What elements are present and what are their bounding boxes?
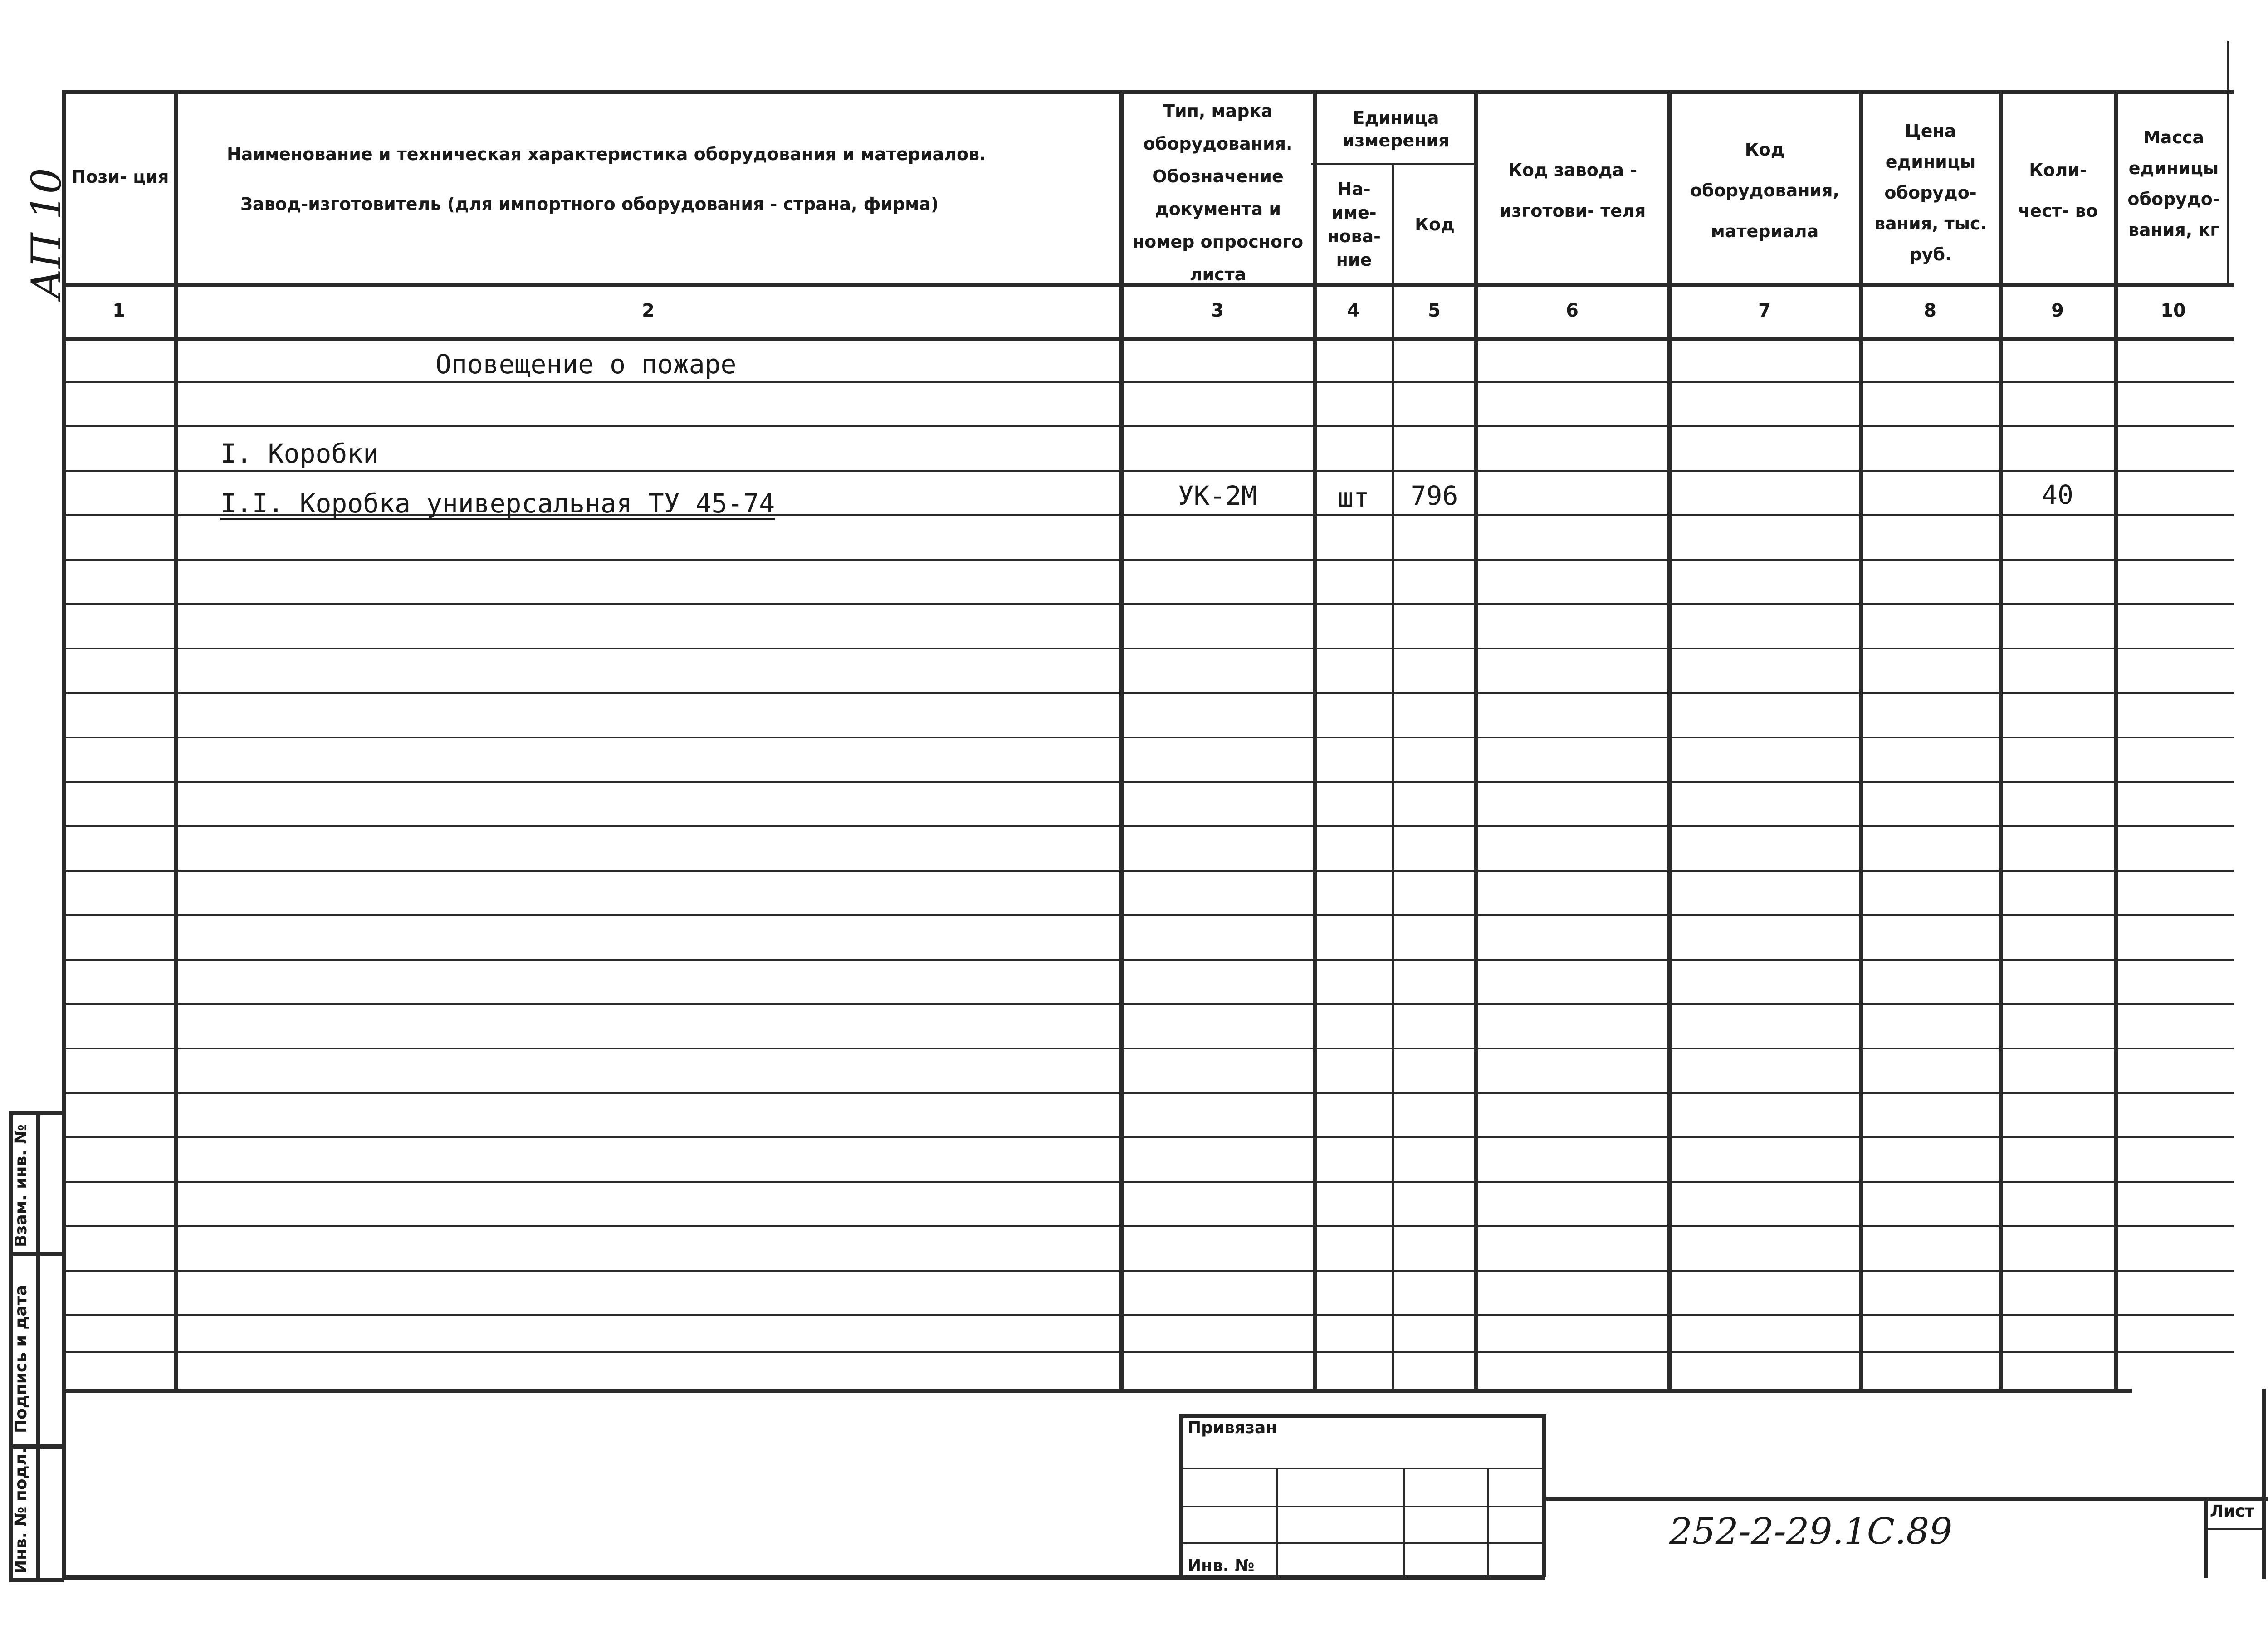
header-quantity: Коли- чест- во [2018, 160, 2098, 221]
col-number-4: 4 [1347, 300, 1360, 321]
item-unit-name: шт [1338, 482, 1369, 513]
col-number-6: 6 [1566, 300, 1579, 321]
header-unit-name: На- име- нова- ние [1327, 179, 1381, 270]
side-sheet-label: АП 10 [23, 168, 70, 299]
stamp-inv-label: Инв. № [1188, 1556, 1255, 1575]
header-name-line2: Завод-изготовитель (для импортного оборудования - страна, фирма) [240, 194, 939, 214]
label-inv-orig: Инв. № подл. [12, 1447, 30, 1574]
group-title: I. Коробки [220, 438, 379, 469]
document-number: 252-2-29.1С.89 [1669, 1510, 1953, 1552]
sheet-label: Лист [2210, 1502, 2254, 1521]
header-factory-code: Код завода - изготови- теля [1499, 160, 1646, 221]
label-sign-date: Подпись и дата [12, 1285, 30, 1433]
numbers-bottom [64, 337, 2234, 341]
item-type: УК-2М [1178, 480, 1257, 511]
header-unit-code: Код [1415, 215, 1455, 234]
header-equipment-code: Код оборудования, материала [1690, 140, 1839, 241]
col-number-2: 2 [642, 300, 655, 321]
col-number-3: 3 [1211, 300, 1224, 321]
item-quantity: 40 [2042, 479, 2073, 510]
col-number-7: 7 [1758, 300, 1771, 321]
section-title: Оповещение о пожаре [435, 349, 737, 380]
header-type: Тип, марка оборудования. Обозначение документа и номер опросного листа [1132, 101, 1304, 284]
body-bottom [64, 1389, 2132, 1393]
col-number-8: 8 [1924, 300, 1936, 321]
header-mass: Масса единицы оборудо- вания, кг [2127, 127, 2220, 240]
col-number-5: 5 [1428, 300, 1441, 321]
col-number-9: 9 [2051, 300, 2064, 321]
top-border [64, 90, 2234, 94]
col-number-10: 10 [2160, 300, 2186, 321]
header-name-line1: Наименование и техническая характеристика оборудования и материалов. [227, 144, 986, 164]
header-unit-group: Единица измерения [1342, 108, 1450, 151]
stamp-bound-label: Привязан [1188, 1419, 1277, 1437]
col-number-1: 1 [112, 300, 125, 321]
item-unit-code: 796 [1410, 480, 1458, 511]
header-position: Пози- ция [71, 167, 169, 187]
header-price: Цена единицы оборудо- вания, тыс. руб. [1874, 121, 1987, 264]
label-swap-inv: Взам. инв. № [12, 1124, 30, 1247]
item-name: I.I. Коробка универсальная ТУ 45-74 [220, 488, 775, 519]
